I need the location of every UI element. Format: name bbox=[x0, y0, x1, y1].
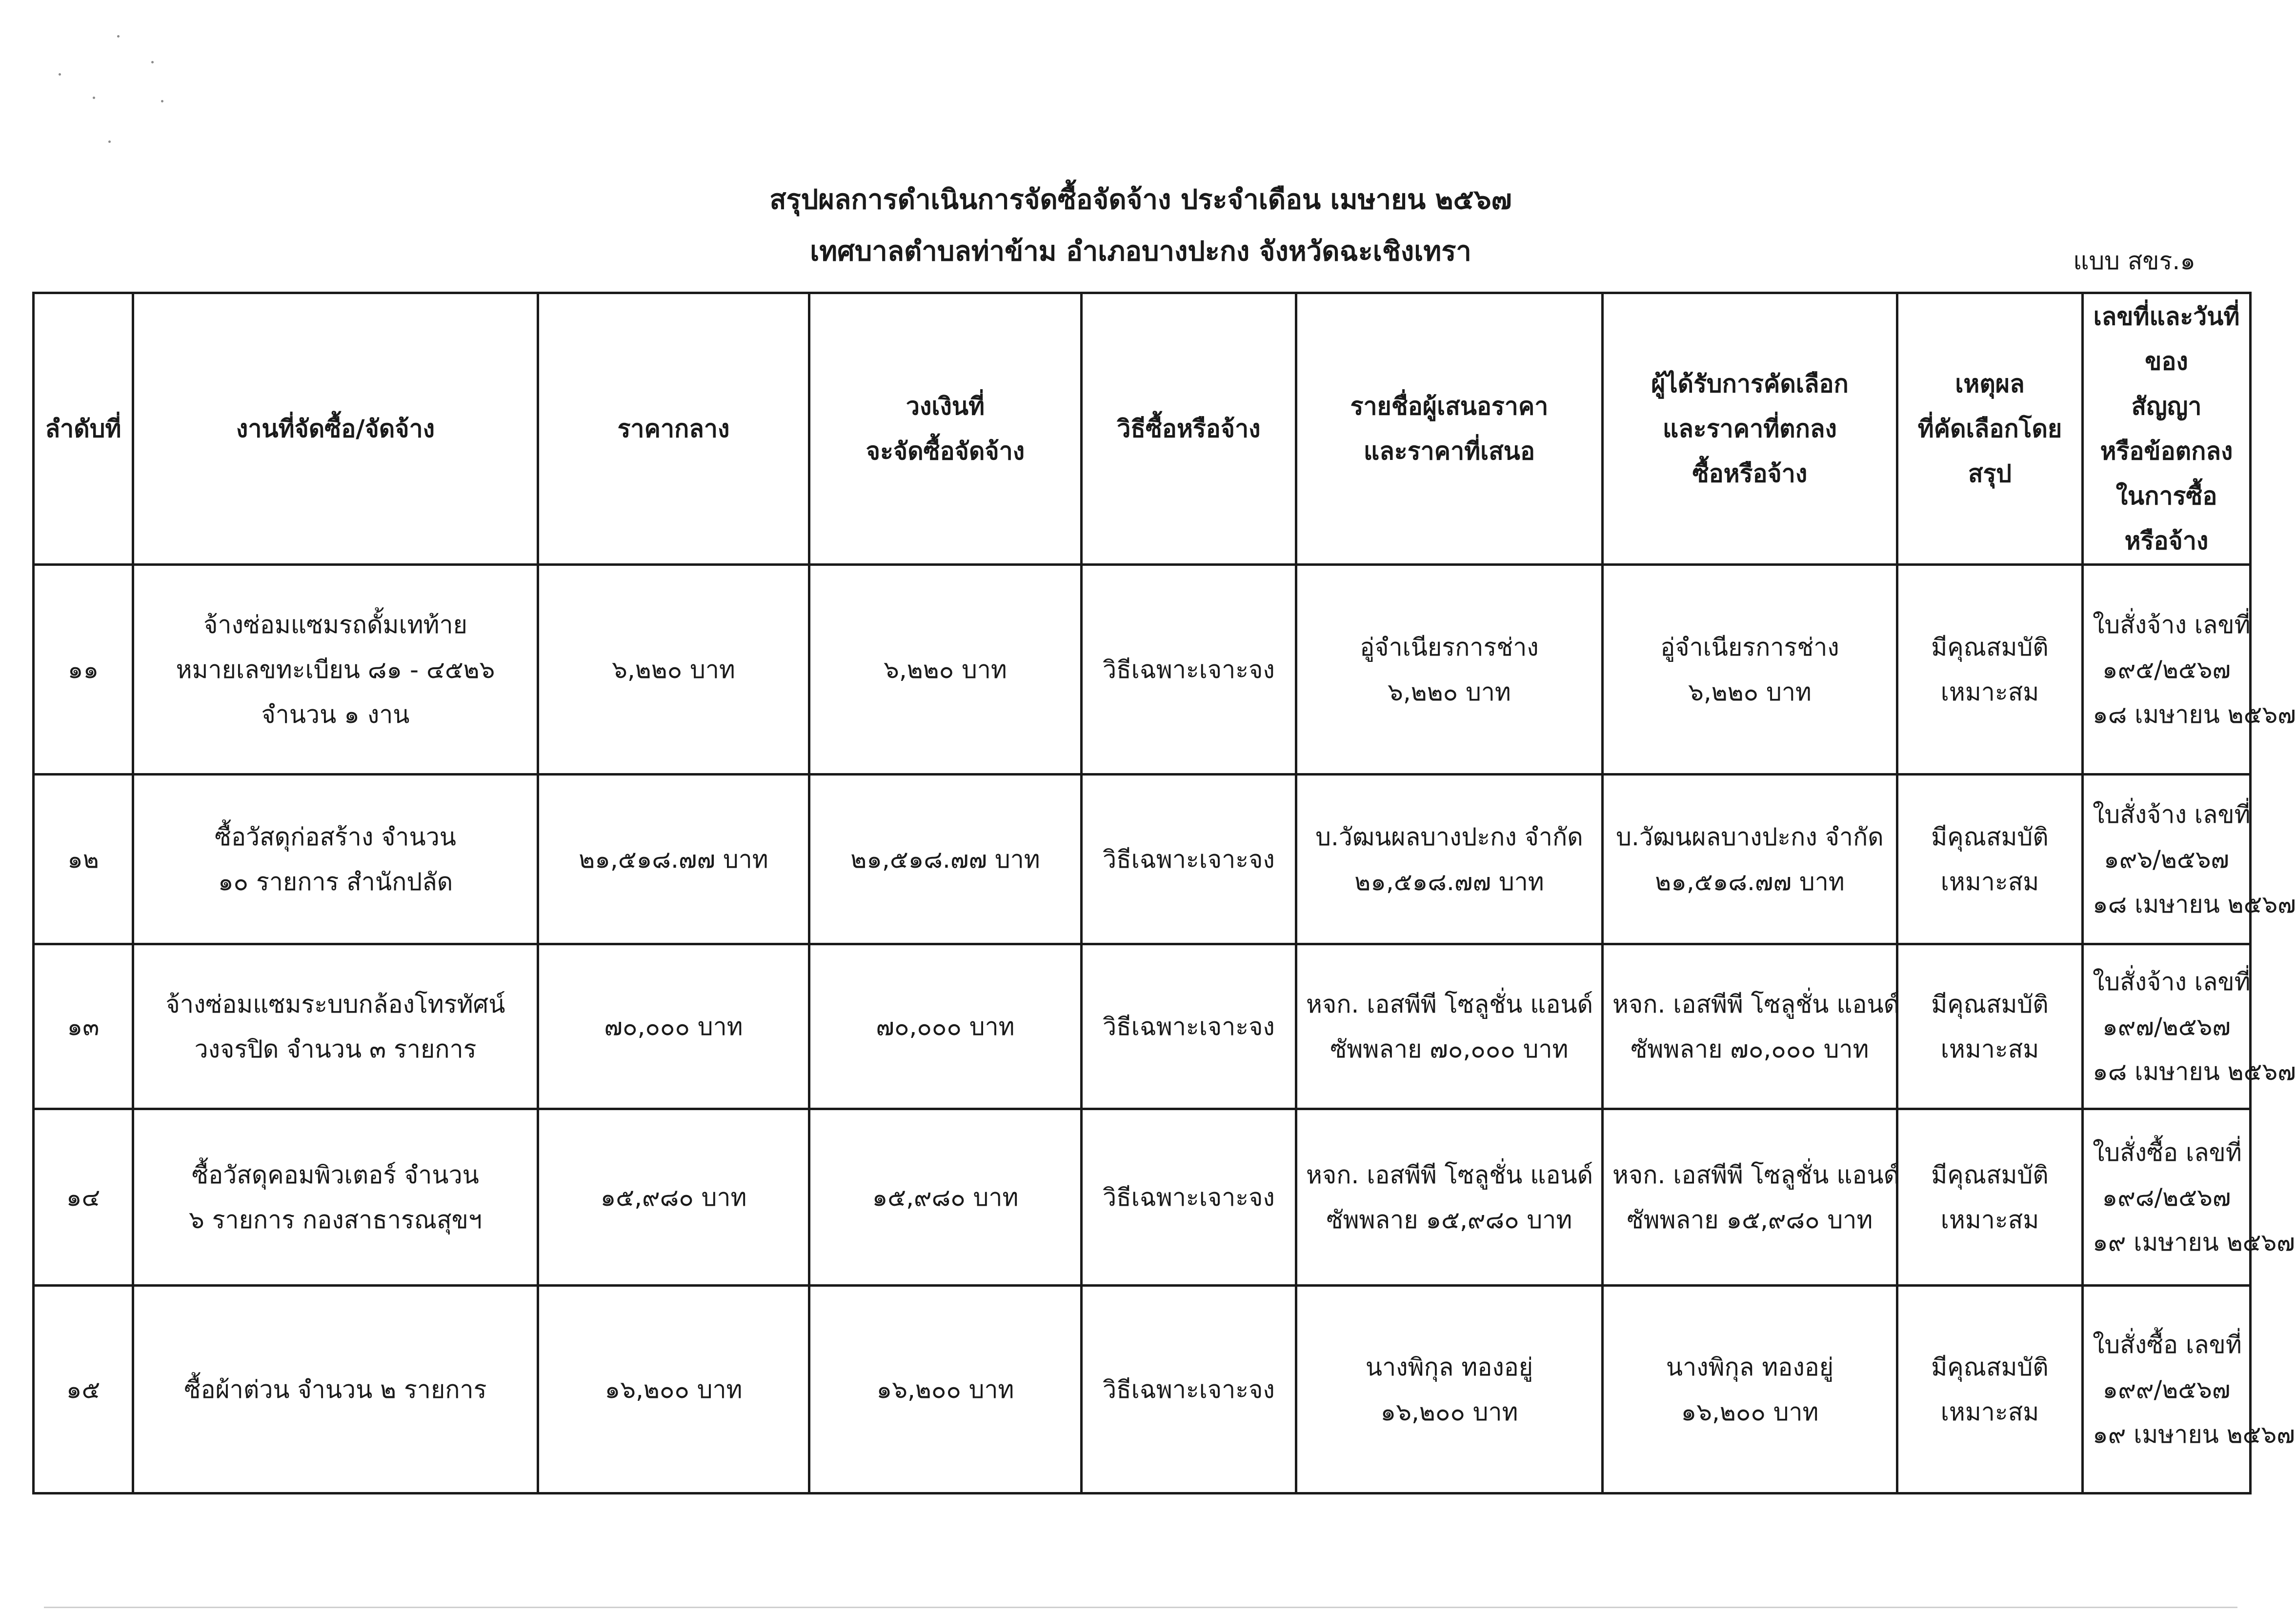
cell-text-line: อู่จำเนียรการช่าง bbox=[1660, 633, 1839, 661]
cell-selected bbox=[1603, 565, 1897, 775]
cell-method: วิธีเฉพาะเจาะจง bbox=[1082, 565, 1296, 775]
header-bidders bbox=[1296, 293, 1603, 565]
header-median-price bbox=[538, 293, 809, 565]
cell-text-line: มีคุณสมบัติ bbox=[1931, 1160, 2049, 1189]
cell-bidders bbox=[1296, 1109, 1603, 1286]
cell-seq: ๑๑ bbox=[34, 565, 133, 775]
cell-text-line: เหมาะสม bbox=[1940, 1035, 2039, 1063]
cell-text-line: สัญญา bbox=[2131, 392, 2202, 420]
cell-contract bbox=[2083, 944, 2296, 1109]
cell-text-line: ๖ รายการ กองสาธารณสุขฯ bbox=[189, 1205, 482, 1234]
cell-reason bbox=[1897, 565, 2083, 775]
cell-reason bbox=[1897, 1286, 2083, 1494]
header-work bbox=[133, 293, 538, 565]
cell-bidders bbox=[1296, 775, 1603, 944]
procurement-table bbox=[32, 292, 2296, 1494]
cell-budget: ๑๖,๒๐๐ บาท bbox=[809, 1286, 1082, 1494]
cell-text-line: งานที่จัดซื้อ/จัดจ้าง bbox=[236, 415, 435, 443]
cell-text-line: มีคุณสมบัติ bbox=[1931, 990, 2049, 1018]
cell-text-line: ผู้ได้รับการคัดเลือก bbox=[1651, 370, 1849, 398]
cell-text-line: ๑๙๙/๒๕๖๗ bbox=[2102, 1375, 2231, 1404]
header-budget bbox=[809, 293, 1082, 565]
cell-text-line: ๑๖,๒๐๐ บาท bbox=[1380, 1397, 1518, 1426]
header-selected bbox=[1603, 293, 1897, 565]
cell-text-line: อู่จำเนียรการช่าง bbox=[1360, 633, 1539, 661]
cell-text-line: นางพิกุล ทองอยู่ bbox=[1666, 1353, 1834, 1381]
cell-text-line: วงเงินที่ bbox=[906, 392, 985, 420]
cell-text-line: เหมาะสม bbox=[1940, 1205, 2039, 1234]
cell-text-line: ๑๘ เมษายน ๒๕๖๗ bbox=[2093, 890, 2296, 918]
cell-contract bbox=[2083, 565, 2296, 775]
cell-selected bbox=[1603, 1109, 1900, 1286]
cell-text-line: ๑๐ รายการ สำนักปลัด bbox=[218, 867, 453, 896]
cell-seq: ๑๓ bbox=[34, 944, 133, 1109]
cell-contract bbox=[2083, 1109, 2295, 1286]
scan-bottom-edge bbox=[44, 1607, 2237, 1608]
cell-selected bbox=[1603, 1286, 1897, 1494]
cell-text-line: สรุป bbox=[1968, 459, 2012, 488]
cell-budget: ๒๑,๕๑๘.๗๗ บาท bbox=[809, 775, 1082, 944]
cell-text-line: ซัพพลาย ๑๕,๙๘๐ บาท bbox=[1627, 1205, 1873, 1234]
cell-text-line: ใบสั่งซื้อ เลขที่ bbox=[2093, 1138, 2242, 1167]
cell-method: วิธีเฉพาะเจาะจง bbox=[1082, 1109, 1296, 1286]
header-method bbox=[1082, 293, 1296, 565]
header-contract bbox=[2083, 293, 2251, 565]
cell-work bbox=[133, 944, 538, 1109]
cell-text-line: ลำดับที่ bbox=[45, 415, 121, 443]
cell-text-line: มีคุณสมบัติ bbox=[1931, 822, 2049, 851]
cell-text-line: ซัพพลาย ๗๐,๐๐๐ บาท bbox=[1631, 1035, 1869, 1063]
cell-work bbox=[133, 775, 538, 944]
cell-text-line: จ้างซ่อมแซมรถดั้มเทท้าย bbox=[203, 610, 467, 639]
cell-text-line: ใบสั่งซื้อ เลขที่ bbox=[2093, 1330, 2242, 1359]
cell-text-line: ซื้อหรือจ้าง bbox=[1692, 459, 1808, 488]
cell-bidders bbox=[1296, 944, 1603, 1109]
table-row bbox=[34, 944, 2251, 1109]
cell-reason bbox=[1897, 1109, 2083, 1286]
cell-text-line: เหมาะสม bbox=[1940, 1397, 2039, 1426]
cell-text-line: เลขที่และวันที่ของ bbox=[2093, 302, 2240, 376]
cell-text-line: ๑๙ เมษายน ๒๕๖๗ bbox=[2093, 1420, 2295, 1449]
cell-text-line: ๑๘ เมษายน ๒๕๖๗ bbox=[2093, 700, 2296, 729]
cell-selected bbox=[1603, 944, 1900, 1109]
table-row bbox=[34, 565, 2251, 775]
table-row bbox=[34, 1286, 2251, 1494]
cell-text-line: เหมาะสม bbox=[1940, 867, 2039, 896]
cell-text-line: ที่คัดเลือกโดย bbox=[1917, 415, 2062, 443]
cell-text-line: ๑๘ เมษายน ๒๕๖๗ bbox=[2093, 1057, 2296, 1086]
cell-method: วิธีเฉพาะเจาะจง bbox=[1082, 775, 1296, 944]
cell-text-line: ๑๙๗/๒๕๖๗ bbox=[2102, 1012, 2231, 1041]
cell-text-line: ใบสั่งจ้าง เลขที่ bbox=[2093, 610, 2251, 639]
cell-text-line: ซื้อวัสดุก่อสร้าง จำนวน bbox=[215, 822, 456, 851]
cell-median-price: ๑๕,๙๘๐ บาท bbox=[538, 1109, 809, 1286]
cell-text-line: ๒๑,๕๑๘.๗๗ บาท bbox=[1655, 867, 1845, 896]
cell-budget: ๗๐,๐๐๐ บาท bbox=[809, 944, 1082, 1109]
cell-text-line: ซัพพลาย ๑๕,๙๘๐ บาท bbox=[1326, 1205, 1572, 1234]
cell-reason bbox=[1897, 944, 2083, 1109]
cell-text-line: ๑๙ เมษายน ๒๕๖๗ bbox=[2093, 1228, 2295, 1256]
table-row bbox=[34, 775, 2251, 944]
cell-text-line: ๖,๒๒๐ บาท bbox=[1388, 677, 1511, 706]
cell-text-line: ซัพพลาย ๗๐,๐๐๐ บาท bbox=[1330, 1035, 1569, 1063]
cell-text-line: จ้างซ่อมแซมระบบกล้องโทรทัศน์ bbox=[165, 990, 505, 1018]
table-header-row bbox=[34, 293, 2251, 565]
cell-text-line: หจก. เอสพีพี โซลูชั่น แอนด์ bbox=[1612, 1160, 1900, 1189]
cell-text-line: หจก. เอสพีพี โซลูชั่น แอนด์ bbox=[1306, 990, 1593, 1018]
cell-text-line: และราคาที่ตกลง bbox=[1663, 415, 1837, 443]
header-reason bbox=[1897, 293, 2083, 565]
cell-text-line: ๑๖,๒๐๐ บาท bbox=[1681, 1397, 1819, 1426]
cell-text-line: ใบสั่งจ้าง เลขที่ bbox=[2093, 967, 2251, 996]
cell-median-price: ๒๑,๕๑๘.๗๗ บาท bbox=[538, 775, 809, 944]
cell-text-line: วิธีซื้อหรือจ้าง bbox=[1117, 415, 1261, 443]
cell-median-price: ๖,๒๒๐ บาท bbox=[538, 565, 809, 775]
cell-method: วิธีเฉพาะเจาะจง bbox=[1082, 944, 1296, 1109]
cell-text-line: ใบสั่งจ้าง เลขที่ bbox=[2093, 800, 2251, 829]
cell-text-line: เหตุผล bbox=[1955, 370, 2025, 398]
cell-text-line: จำนวน ๑ งาน bbox=[261, 700, 410, 729]
cell-text-line: หจก. เอสพีพี โซลูชั่น แอนด์ bbox=[1306, 1160, 1593, 1189]
cell-text-line: หจก. เอสพีพี โซลูชั่น แอนด์ bbox=[1612, 990, 1900, 1018]
cell-text-line: ๑๙๘/๒๕๖๗ bbox=[2102, 1183, 2231, 1212]
cell-text-line: มีคุณสมบัติ bbox=[1931, 633, 2049, 661]
cell-seq: ๑๕ bbox=[34, 1286, 133, 1494]
cell-work bbox=[133, 1109, 538, 1286]
cell-selected bbox=[1603, 775, 1897, 944]
document-subtitle: เทศบาลตำบลท่าข้าม อำเภอบางปะกง จังหวัดฉะเชิงเทรา bbox=[810, 236, 1471, 267]
document-title: สรุปผลการดำเนินการจัดซื้อจัดจ้าง ประจำเดือน เมษายน ๒๕๖๗ bbox=[769, 184, 1512, 216]
table-row bbox=[34, 1109, 2251, 1286]
cell-text-line: ๑๙๖/๒๕๖๗ bbox=[2103, 845, 2230, 874]
cell-text-line: ราคากลาง bbox=[617, 415, 730, 443]
cell-bidders bbox=[1296, 565, 1603, 775]
cell-text-line: รายชื่อผู้เสนอราคา bbox=[1350, 392, 1549, 420]
cell-text-line: จะจัดซื้อจัดจ้าง bbox=[866, 437, 1025, 465]
cell-text-line: ซื้อวัสดุคอมพิวเตอร์ จำนวน bbox=[192, 1160, 479, 1189]
cell-text-line: บ.วัฒนผลบางปะกง จำกัด bbox=[1315, 822, 1583, 851]
cell-text-line: ๑๙๕/๒๕๖๗ bbox=[2102, 655, 2231, 684]
cell-contract bbox=[2083, 1286, 2295, 1494]
cell-text-line: นางพิกุล ทองอยู่ bbox=[1365, 1353, 1533, 1381]
cell-contract bbox=[2083, 775, 2296, 944]
cell-seq: ๑๔ bbox=[34, 1109, 133, 1286]
cell-median-price: ๗๐,๐๐๐ บาท bbox=[538, 944, 809, 1109]
cell-text-line: ซื้อผ้าต่วน จำนวน ๒ รายการ bbox=[184, 1375, 487, 1404]
cell-text-line: หรือข้อตกลงในการซื้อ bbox=[2100, 437, 2233, 510]
cell-text-line: ๒๑,๕๑๘.๗๗ บาท bbox=[1354, 867, 1544, 896]
cell-text-line: หมายเลขทะเบียน ๘๑ - ๔๕๒๖ bbox=[176, 655, 495, 684]
cell-method: วิธีเฉพาะเจาะจง bbox=[1082, 1286, 1296, 1494]
cell-work bbox=[133, 565, 538, 775]
cell-text-line: มีคุณสมบัติ bbox=[1931, 1353, 2049, 1381]
cell-budget: ๖,๒๒๐ บาท bbox=[809, 565, 1082, 775]
form-code: แบบ สขร.๑ bbox=[2073, 247, 2195, 275]
cell-text-line: บ.วัฒนผลบางปะกง จำกัด bbox=[1616, 822, 1884, 851]
cell-text-line: ๖,๒๒๐ บาท bbox=[1688, 677, 1812, 706]
cell-budget: ๑๕,๙๘๐ บาท bbox=[809, 1109, 1082, 1286]
cell-text-line: และราคาที่เสนอ bbox=[1364, 437, 1535, 465]
cell-work bbox=[133, 1286, 538, 1494]
cell-text-line: วงจรปิด จำนวน ๓ รายการ bbox=[194, 1035, 477, 1063]
cell-reason bbox=[1897, 775, 2083, 944]
cell-bidders bbox=[1296, 1286, 1603, 1494]
cell-text-line: เหมาะสม bbox=[1940, 677, 2039, 706]
header-seq bbox=[34, 293, 133, 565]
cell-median-price: ๑๖,๒๐๐ บาท bbox=[538, 1286, 809, 1494]
cell-seq: ๑๒ bbox=[34, 775, 133, 944]
cell-text-line: หรือจ้าง bbox=[2124, 527, 2209, 555]
